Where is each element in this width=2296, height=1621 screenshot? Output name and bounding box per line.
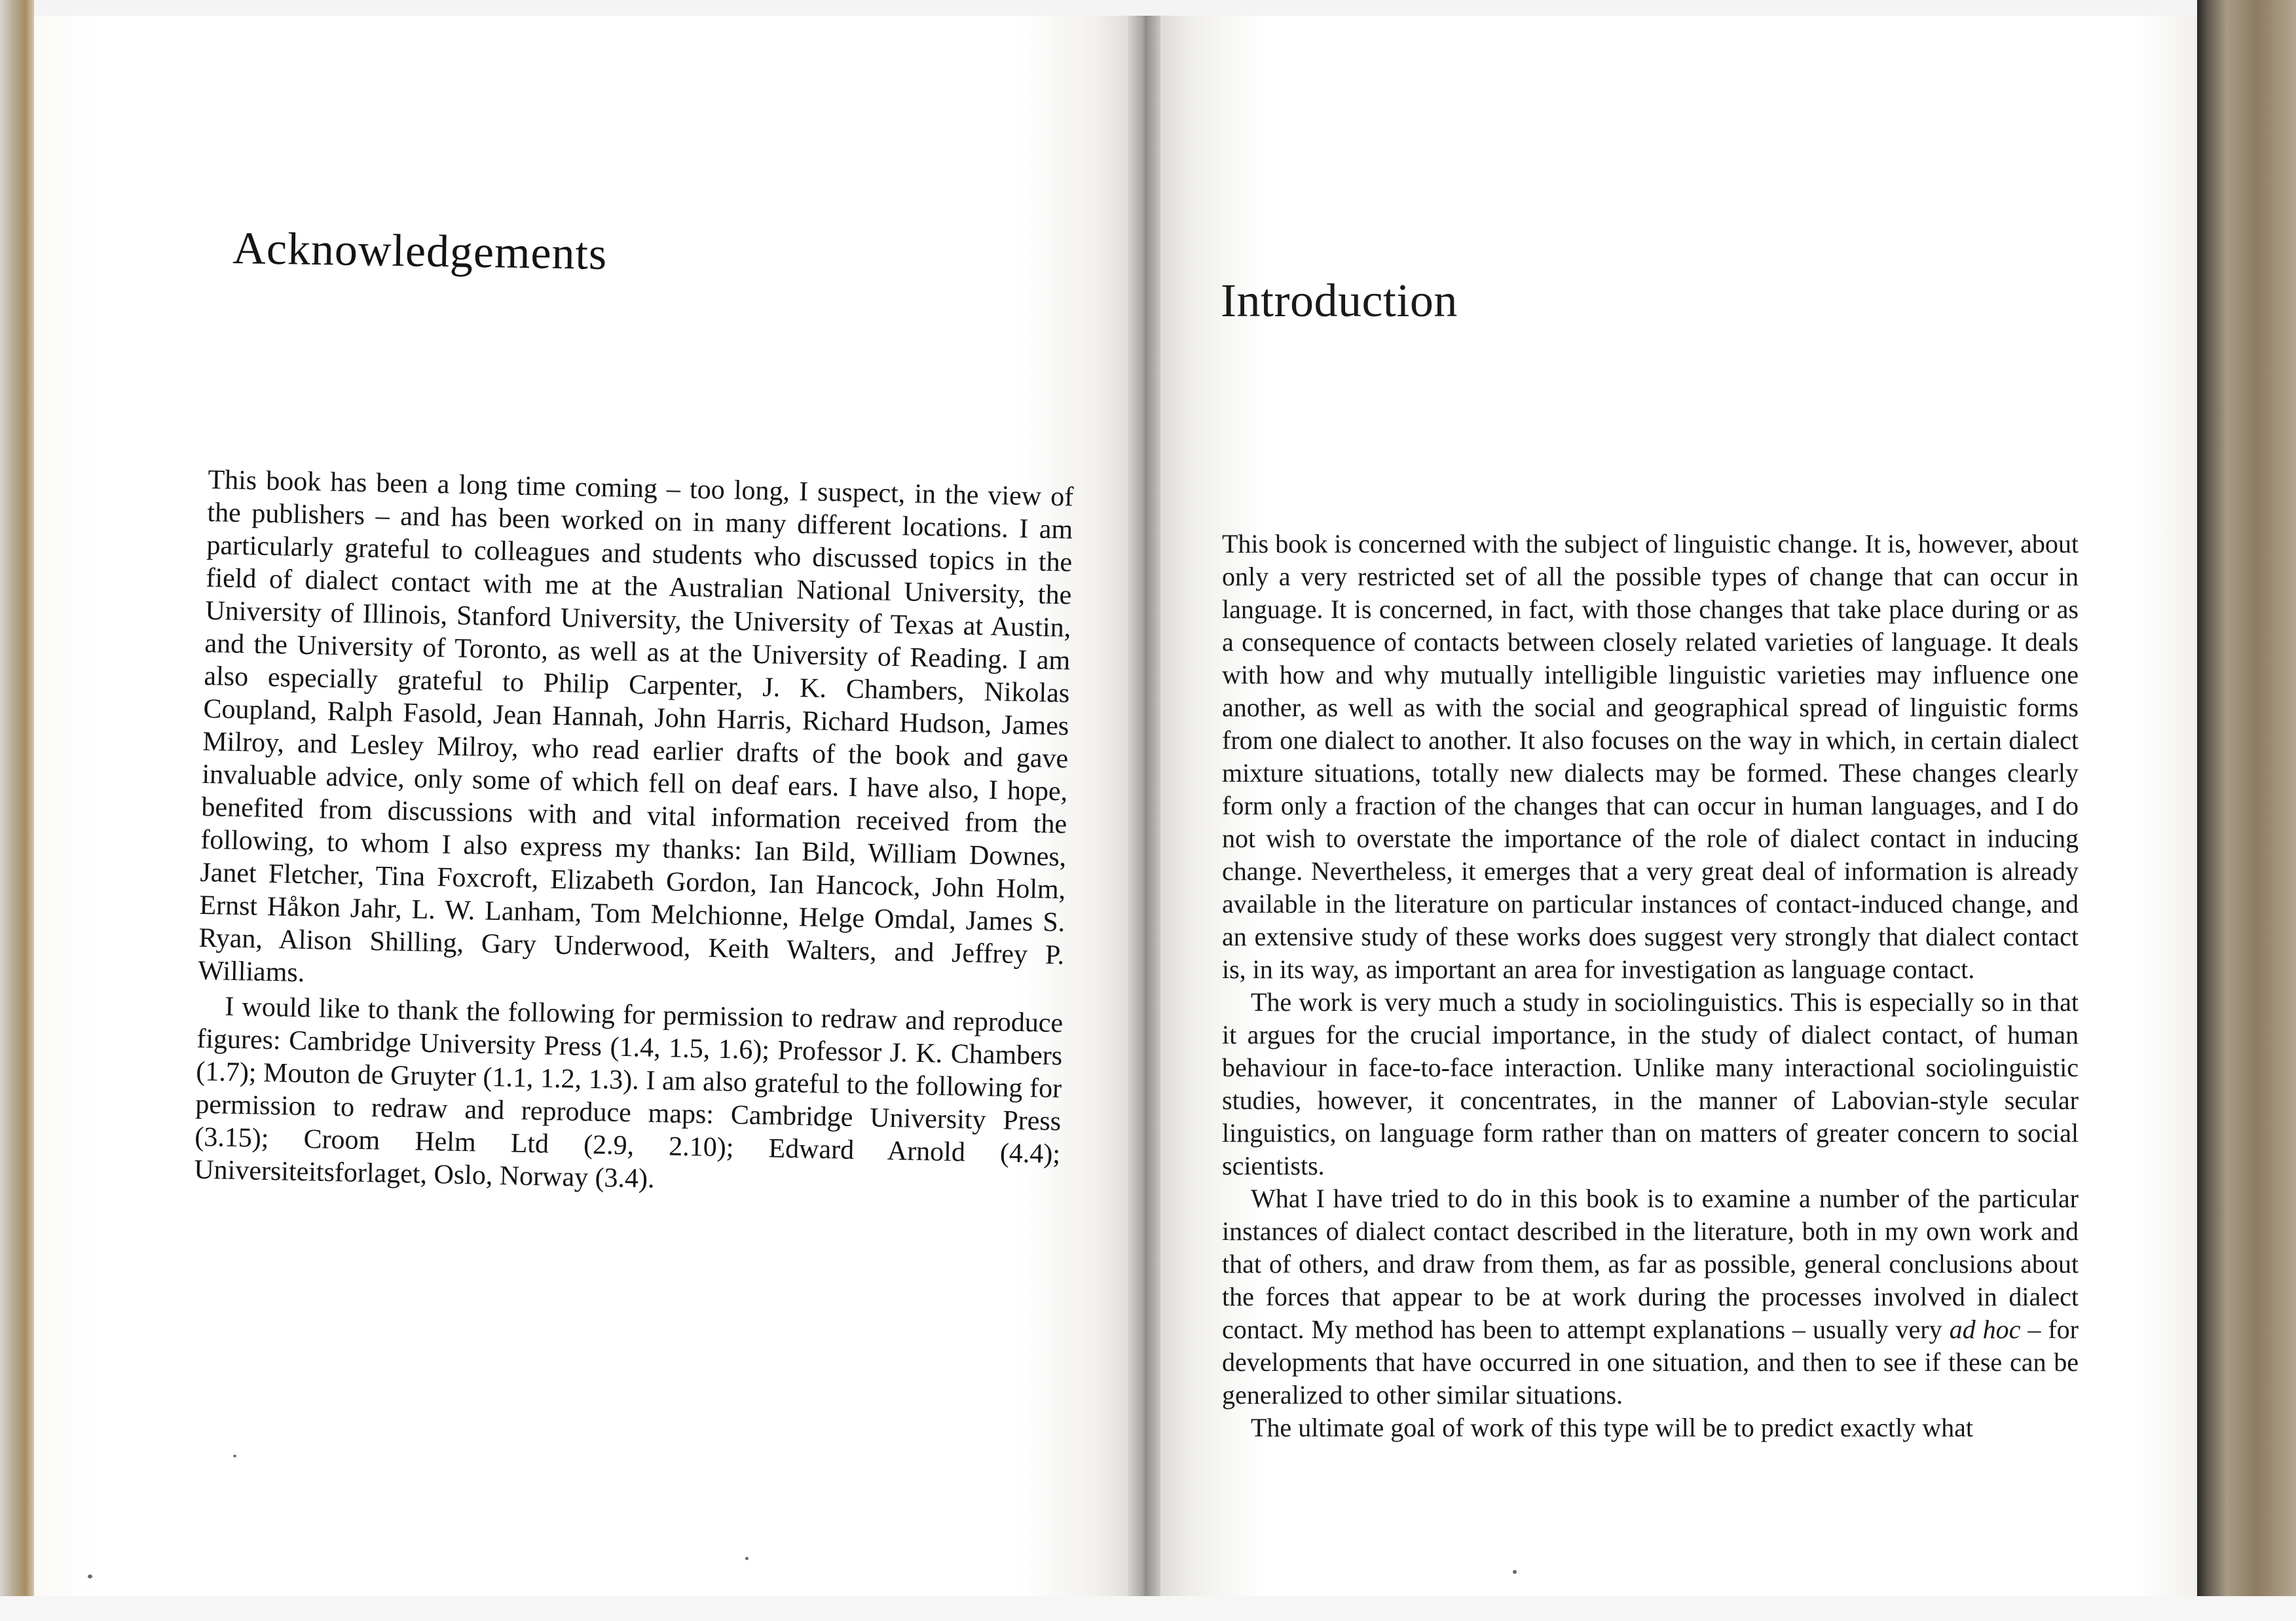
- introduction-heading: Introduction: [1221, 274, 1458, 327]
- paragraph-3-text-end: – for developments that have occurred in one situation, and then to see if these can be generalized to other similar situations.: [1222, 1315, 2079, 1410]
- introduction-paragraph-4: The ultimate goal of work of this type will be to predict exactly what: [1251, 1413, 1974, 1442]
- book-left-edge: [0, 0, 34, 1621]
- introduction-paragraph-3: [1222, 1182, 2079, 1412]
- book-gutter: [1128, 16, 1160, 1596]
- introduction-paragraph-1: This book is concerned with the subject of linguistic change. It is, however, about only a very restricted set of all the possible types of change that can occur in language. It is concerned, in fact, with those changes that take place during or as a consequence of contacts between closely related varieties of language. It deals with how and why mutually intelligible linguistic varieties may influence one another, as well as with the social and geographical spread of linguistic forms from one dialect to another. It also focuses on the way in which, in certain dialect mixture situations, totally new dialects may be formed. These changes clearly form only a fraction of the changes that can occur in human languages, and I do not wish to overstate the importance of the role of dialect contact in inducing change. Nevertheless, it emerges that a very great deal of information is already available in the literature on particular instances of contact-induced change, and an extensive study of these works does suggest very strongly that dialect contact is, in its way, as important an area for investigation as language contact.: [1222, 529, 2079, 984]
- acknowledgements-body: [194, 464, 1074, 1203]
- acknowledgements-paragraph-2: I would like to thank the following for permission to redraw and reproduce figures: Cambridge University Press (1.4, 1.5, 1.6); Professor J. K. Chambers (1.7); Mouton de Gruyter (1.1, 1.2, 1.3). I am also grateful to the following for permission to redraw and reproduce maps: Cambridge University Press (3.15); Croom Helm Ltd (2.9, 2.10); Edward Arnold (4.4); Universiteitsforlaget, Oslo, Norway (3.4).: [193, 991, 1064, 1194]
- paragraph-3-text-start: What I have tried to do in this book is to examine a number of the particular instances of dialect contact described in the literature, both in my own work and that of others, and draw from them, as far as possible, general conclusions about the forces that appear to be at work during the processes involved in dialect contact. My method has been to attempt explanations – usually very: [1222, 1184, 2079, 1344]
- book-right-edge: [2197, 0, 2296, 1621]
- introduction-paragraph-2: The work is very much a study in sociolinguistics. This is especially so in that it argues for the crucial importance, in the study of dialect contact, of human behaviour in face-to-face interaction. Unlike many interactional sociolinguistic studies, however, it concentrates, in the manner of Labovian-style secular linguistics, on language form rather than on matters of greater concern to social scientists.: [1222, 987, 2079, 1180]
- acknowledgements-paragraph-1: This book has been a long time coming – too long, I suspect, in the view of the publishers – and has been worked on in many different locations. I am particularly grateful to colleagues and students who discussed topics in the field of dialect contact with me at the Australian National University, the University of Illinois, Stanford University, the University of Texas at Austin, and the University of Toronto, as well as at the University of Reading. I am also especially grateful to Philip Carpenter, J. K. Chambers, Nikolas Coupland, Ralph Fasold, Jean Hannah, John Harris, Richard Hudson, James Milroy, and Lesley Milroy, who read earlier drafts of the book and gave invaluable advice, only some of which fell on deaf ears. I have also, I hope, benefited from discussions with and vital information received from the following, to whom I also express my thanks: Ian Bild, William Downes, Janet Fletcher, Tina Foxcroft, Elizabeth Gordon, Ian Hancock, John Holm, Ernst Håkon Jahr, L. W. Lanham, Tom Melchionne, Helge Omdal, James S. Ryan, Alison Shilling, Gary Underwood, Keith Walters, and Jeffrey P. Williams.: [197, 464, 1074, 989]
- scan-speck: [88, 1575, 92, 1578]
- introduction-body: [1222, 528, 2079, 1444]
- scan-bottom-margin: [0, 1596, 2296, 1621]
- scan-top-margin: [0, 0, 2296, 16]
- scan-speck: [745, 1557, 749, 1560]
- scan-speck: [1513, 1570, 1517, 1574]
- scan-speck: [233, 1455, 236, 1457]
- acknowledgements-heading: Acknowledgements: [232, 223, 608, 280]
- ad-hoc-italic: ad hoc: [1949, 1315, 2021, 1344]
